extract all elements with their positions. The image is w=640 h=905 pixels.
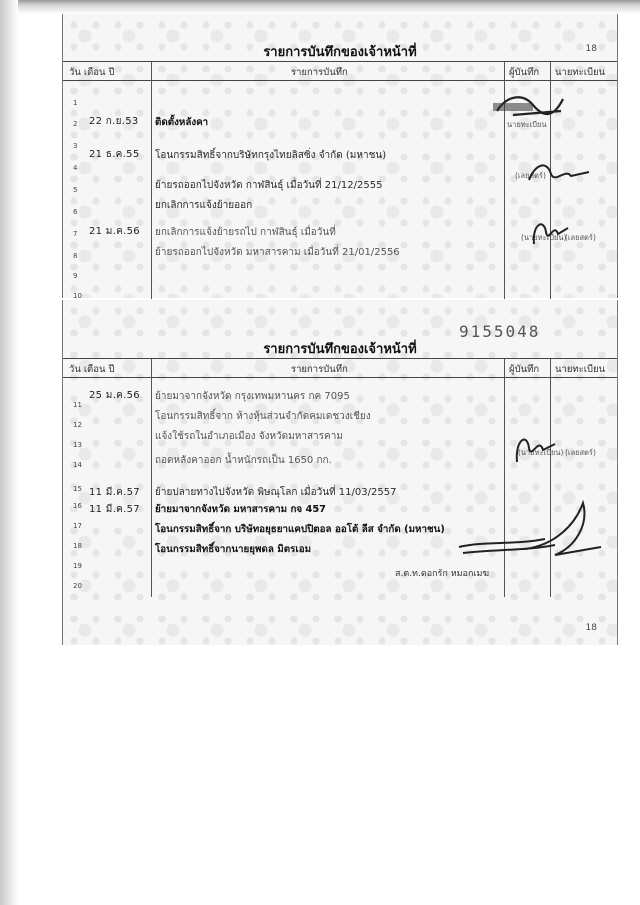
page-number-top: 18	[585, 44, 597, 54]
column-divider	[151, 62, 152, 299]
entry-line: ย้ายรถออกไปจังหวัด มหาสารคาม เมื่อวันที่ 21/01/2556	[155, 247, 400, 258]
entry-line: ถอดหลังคาออก น้ำหนักรถเป็น 1650 กก.	[155, 455, 332, 466]
entry-date: 21 ม.ค.56	[89, 226, 140, 237]
panel-title-top: รายการบันทึกของเจ้าหน้าที่	[263, 45, 417, 60]
registrar-stamp: (เลยสตร์)	[515, 171, 546, 180]
signature-mark	[455, 495, 605, 565]
scan-shadow-left	[0, 0, 18, 905]
entry-date: 21 ธ.ค.55	[89, 149, 140, 160]
entry-date: 25 ม.ค.56	[89, 390, 140, 401]
row-number: 10	[73, 292, 82, 300]
registrar-stamp: (เลยสตร์)	[565, 233, 596, 242]
table-header-top	[63, 62, 617, 81]
header-entry: รายการบันทึก	[291, 67, 348, 78]
row-number: 12	[73, 421, 82, 429]
row-number: 3	[73, 142, 78, 150]
officer-name: ส.ต.ท.ดอกรัก หมอกเมฆ	[395, 569, 490, 579]
registrar-stamp: (นายทะเบียน)	[518, 448, 564, 457]
entry-line: โอนกรรมสิทธิ์จากบริษัทกรุงไทยลิสซิ่ง จำกัด (มหาชน)	[155, 150, 387, 161]
registrar-stamp: (เลยสตร์)	[565, 448, 596, 457]
page-number-bottom: 18	[585, 623, 597, 633]
row-number: 13	[73, 441, 82, 449]
row-number: 5	[73, 186, 78, 194]
row-number: 6	[73, 208, 78, 216]
row-number: 16	[73, 502, 82, 510]
signature-mark	[525, 154, 595, 190]
entry-line: ย้ายรถออกไปจังหวัด กาฬสินธุ์ เมื่อวันที่ 21/12/2555	[155, 180, 383, 191]
header-recorder: ผู้บันทึก	[509, 364, 540, 375]
signature-mark	[493, 89, 583, 129]
row-number: 11	[73, 401, 82, 409]
row-number: 20	[73, 582, 82, 590]
signature-mark	[528, 214, 578, 250]
signature-mark	[511, 428, 564, 468]
entry-line: ย้ายปลายทางไปจังหวัด พิษณุโลก เมื่อวันที่ 11/03/2557	[155, 487, 397, 498]
registrar-stamp: (นายทะเบียน)	[521, 233, 567, 242]
row-number: 15	[73, 485, 82, 493]
panel-title-bottom: รายการบันทึกของเจ้าหน้าที่	[263, 342, 417, 357]
row-number: 14	[73, 461, 82, 469]
header-entry: รายการบันทึก	[291, 364, 348, 375]
entry-line: ติดตั้งหลังคา	[155, 117, 209, 128]
row-number: 18	[73, 542, 82, 550]
column-divider	[151, 359, 152, 597]
header-registrar: นายทะเบียน	[555, 364, 606, 375]
row-number: 17	[73, 522, 82, 530]
table-header-bottom	[63, 359, 617, 378]
row-number: 8	[73, 252, 78, 260]
entry-line: โอนกรรมสิทธิ์จาก บริษัทอยุธยาแคปปิตอล ออโต้ ลีส จำกัด (มหาชน)	[155, 524, 445, 535]
registrar-stamp: นายทะเบียน	[507, 120, 547, 129]
serial-number: 9155048	[459, 322, 541, 341]
row-number: 9	[73, 272, 78, 280]
row-number: 1	[73, 99, 78, 107]
entry-line: ยกเลิกการแจ้งย้ายรถไป กาฬสินธุ์ เมื่อวันที่	[155, 227, 336, 238]
entry-line: โอนกรรมสิทธิ์จาก ห้างหุ้นส่วนจำกัดคมเดชวงเชียง	[155, 411, 371, 422]
scan-shadow-top	[0, 0, 640, 14]
header-recorder: ผู้บันทึก	[509, 67, 540, 78]
record-panel-bottom	[62, 300, 618, 645]
entry-date: 22 ก.ย.53	[89, 116, 139, 127]
entry-line: ย้ายมาจากจังหวัด มหาสารคาม กจ 457	[155, 504, 326, 515]
entry-date: 11 มี.ค.57	[89, 504, 140, 515]
entry-line: ยกเลิกการแจ้งย้ายออก	[155, 200, 253, 211]
entry-line: ย้ายมาจากจังหวัด กรุงเทพมหานคร กค 7095	[155, 391, 350, 402]
row-number: 2	[73, 120, 78, 128]
header-date: วัน เดือน ปี	[69, 67, 115, 78]
row-number: 19	[73, 562, 82, 570]
header-registrar: นายทะเบียน	[555, 67, 606, 78]
row-number: 4	[73, 164, 78, 172]
entry-date: 11 มี.ค.57	[89, 487, 140, 498]
row-number: 7	[73, 230, 78, 238]
header-date: วัน เดือน ปี	[69, 364, 115, 375]
entry-line: แจ้งใช้รถในอำเภอเมือง จังหวัดมหาสารคาม	[155, 431, 343, 442]
entry-line: โอนกรรมสิทธิ์จากนายยุพดล มิตรเอม	[155, 544, 312, 555]
record-panel-top	[62, 14, 618, 298]
